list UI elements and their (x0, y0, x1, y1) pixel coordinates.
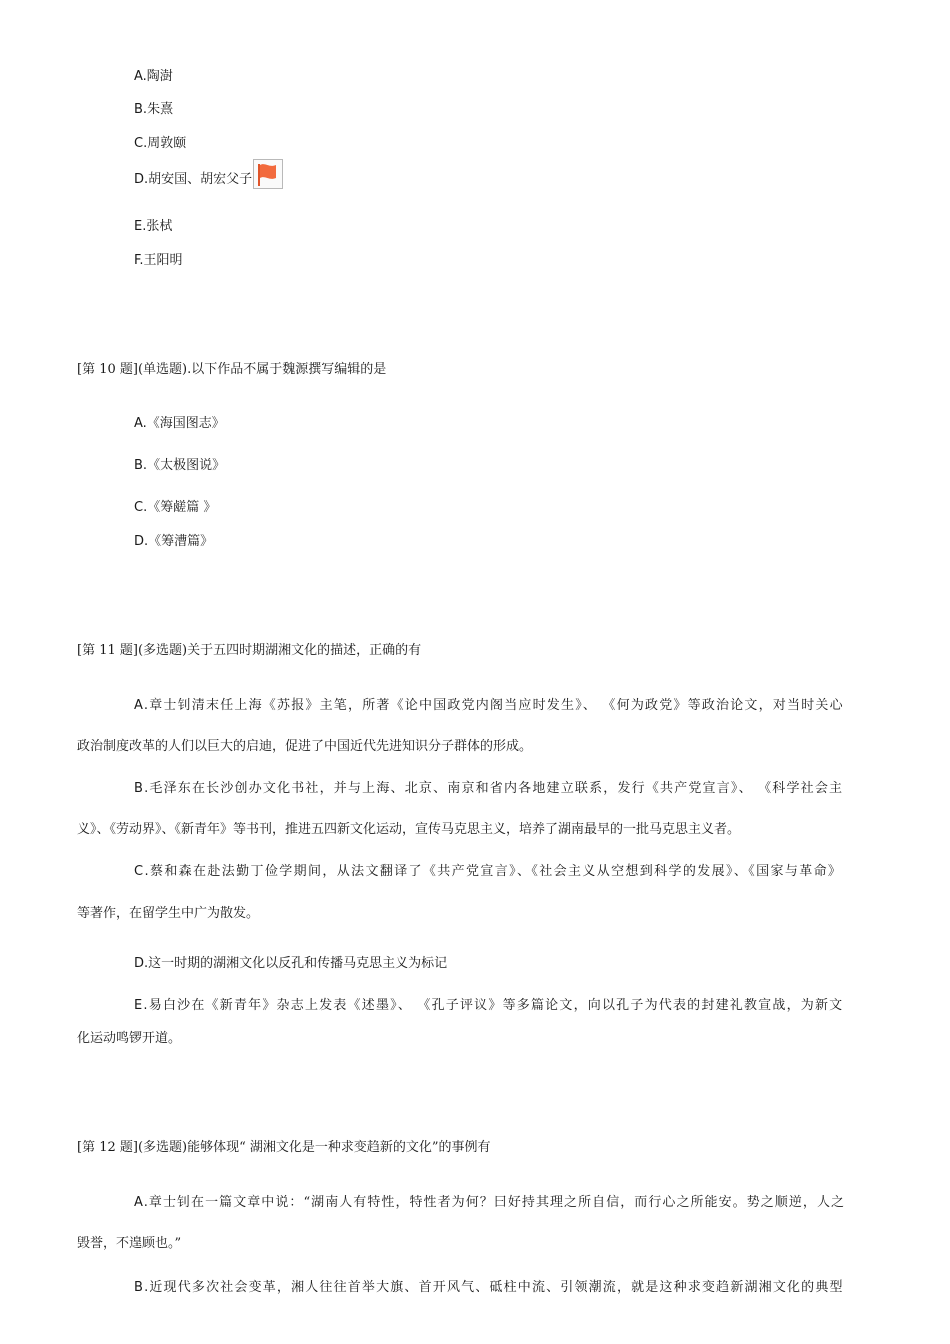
option-letter: A. (134, 1195, 149, 1210)
option-text: 章士钊清末任上海《苏报》主笔，所著《论中国政党内阁当应时发生》、 《何为政党》等政治论文，对当时关心 (149, 698, 844, 713)
q9-option-a (134, 68, 173, 86)
option-letter: E. (134, 219, 147, 234)
q10-option-d (134, 533, 213, 551)
question-10-stem: [第 10 题](单选题).以下作品不属于魏源撰写编辑的是 (77, 362, 387, 377)
option-letter: D. (134, 172, 149, 187)
option-letter: C. (134, 136, 148, 151)
option-letter: B. (134, 102, 148, 117)
q9-option-c (134, 135, 186, 153)
option-text: 这一时期的湖湘文化以反孔和传播马克思主义为标记 (148, 956, 448, 971)
q11-option-a-line1 (134, 697, 844, 715)
option-text: 张栻 (146, 219, 173, 234)
q10-option-c (134, 499, 216, 517)
option-text: 近现代多次社会变革，湘人往往首举大旗、首开风气、砥柱中流、引领潮流，就是这种求变趋新湖湘文化的典型 (149, 1280, 844, 1295)
option-letter: A. (134, 698, 150, 713)
option-letter: A. (134, 69, 147, 84)
option-letter: D. (134, 956, 149, 971)
q11-option-a-line2: 政治制度改革的人们以巨大的启迪，促进了中国近代先进知识分子群体的形成。 (77, 739, 533, 754)
option-text: 毛泽东在长沙创办文化书社，并与上海、北京、南京和省内各地建立联系，发行《共产党宣言》、 《科学社会主 (149, 781, 844, 796)
option-text: 陶澍 (146, 69, 173, 84)
option-text: 《海国图志》 (146, 416, 225, 431)
option-letter: D. (134, 534, 149, 549)
option-text: 王阳明 (143, 253, 183, 268)
q9-option-b (134, 101, 173, 119)
option-letter: C. (134, 500, 148, 515)
q11-option-c-line2: 等著作，在留学生中广为散发。 (77, 906, 260, 921)
q12-option-a-line2: 毁誉，不遑顾也。” (77, 1236, 182, 1251)
q11-option-b-line1 (134, 780, 843, 798)
option-letter: B. (134, 1280, 150, 1295)
q10-option-b (134, 457, 225, 475)
q11-option-e-line2: 化运动鸣锣开道。 (77, 1031, 182, 1046)
option-letter: B. (134, 781, 150, 796)
option-text: 易白沙在《新青年》杂志上发表《述墨》、 《孔子评议》等多篇论文，向以孔子为代表的封建礼教宣战，为新文 (148, 998, 844, 1013)
option-text: 《筹鹾篇 》 (147, 500, 217, 515)
q11-option-c-line1 (134, 863, 842, 881)
q9-option-f (134, 252, 183, 270)
question-11-stem: [第 11 题](多选题)关于五四时期湖湘文化的描述，正确的有 (77, 643, 422, 658)
option-letter: C. (134, 864, 150, 879)
q11-option-e-line1 (134, 997, 843, 1015)
q9-option-d (134, 159, 283, 195)
flag-icon (253, 159, 283, 189)
option-text: 周敦颐 (147, 136, 187, 151)
q11-option-d (134, 955, 447, 973)
option-text: 章士钊在一篇文章中说：“湖南人有特性，特性者为何？曰好持其理之所自信，而行心之所能安。势之顺逆，人之 (148, 1195, 846, 1210)
q12-option-b-line1 (134, 1279, 844, 1297)
q10-option-a (134, 415, 225, 433)
option-letter: A. (134, 416, 147, 431)
q11-option-b-line2: 义》、《劳动界》、《新青年》等书刊，推进五四新文化运动，宣传马克思主义，培养了湖南最早的一批马克思主义者。 (77, 822, 741, 837)
option-letter: B. (134, 458, 148, 473)
question-12-stem: [第 12 题](多选题)能够体现“ 湖湘文化是一种求变趋新的文化”的事例有 (77, 1140, 491, 1155)
option-letter: F. (134, 253, 144, 268)
option-text: 胡安国、胡宏父子 (148, 172, 253, 187)
option-text: 蔡和森在赴法勤丁俭学期间，从法文翻译了《共产党宣言》、《社会主义从空想到科学的发展》、《国家与革命》 (149, 864, 843, 879)
option-text: 朱熹 (147, 102, 174, 117)
option-letter: E. (134, 998, 149, 1013)
option-text: 《筹漕篇》 (148, 534, 214, 549)
q9-option-e (134, 218, 172, 236)
q12-option-a-line1 (134, 1194, 845, 1212)
option-text: 《太极图说》 (147, 458, 226, 473)
